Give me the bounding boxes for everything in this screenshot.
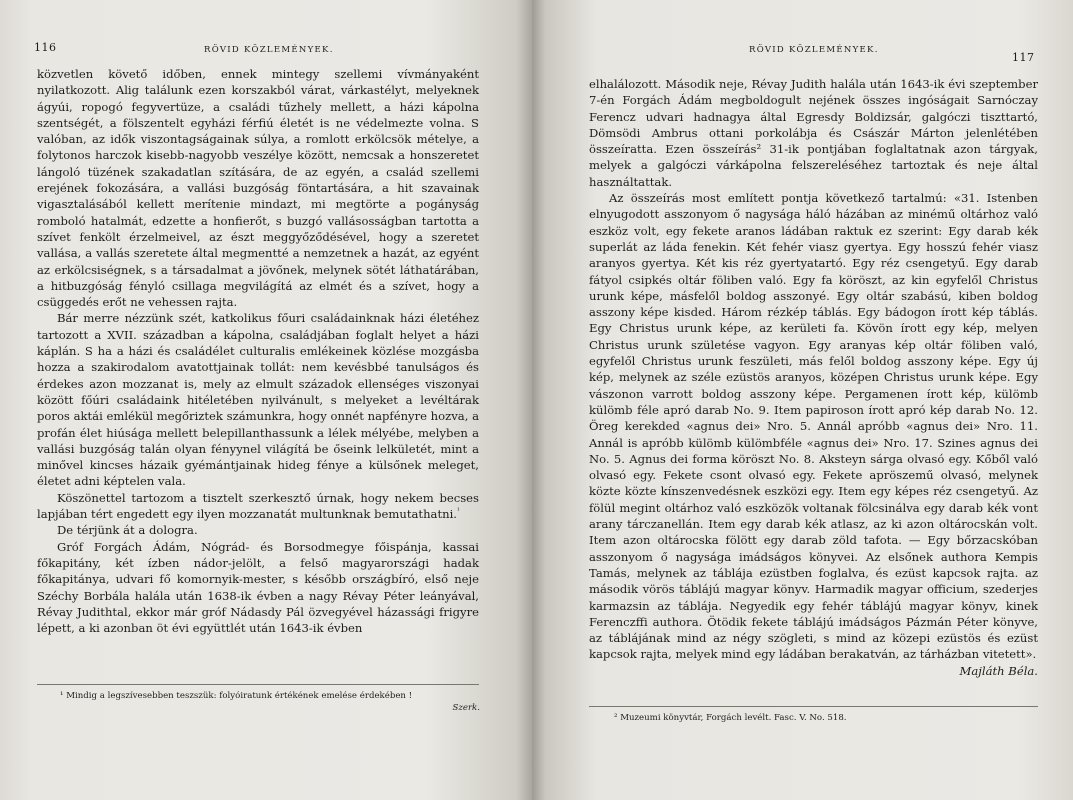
running-head: RÖVID KÖZLEMÉNYEK. <box>204 45 334 55</box>
footnote-signature: Szerk. <box>452 703 480 713</box>
author-signature: Majláth Béla. <box>959 663 1038 678</box>
page-body <box>589 76 1038 679</box>
paragraph <box>37 490 479 523</box>
footnote-marker: ¹ <box>456 507 460 516</box>
footnote <box>60 690 480 714</box>
paragraph: De térjünk át a dologra. <box>57 523 198 538</box>
footnote-text: Mindig a legszívesebben teszszük: folyóiratunk értékének emelése érdekében ! <box>66 691 413 701</box>
paragraph-text: Az összeírás most említett pontja következő tartalmú: «31. Istenben elnyugodott asszonyom ő nagysága háló házában az minémű oltárhoz való eszköz volt, egy fekete aranos ládában raktuk ez szerint: Egy darab kék superlát az láda fenekin. Két fehér viasz gyertya. Egy hosszú fehér viasz aranyos gyertya. Két kis réz gyertyatartó. Egy réz csengetyű. Egy darab fátyol csipkés oltár föliben való. Egy fa köröszt, az kin egyfelől Christus urunk képe, másfelől boldog asszonyé. Egy oltár szabású, kiben boldog asszony képe kisded. Három rézkép táblás. Egy bádogon írott kép táblás. Egy Christus urunk képe, az kerületi fa. Kövön írott egy kép, melyen Christus urunk születése vagyon. Egy aranyas kép oltár föliben való, egyfelől Christus urunk feszületi, más felől boldog asszony képe. Egy új kép, melynek az széle ezüstös aranyos, középen Christus urunk képe. Egy vászonon varrott boldog asszony képe. Pergamenen írott kép, külömb külömb féle apró darab No. 9. Item papiroson írott apró kép darab No. 12. Öreg kerekded «agnus dei» Nro. 5. Annál apróbb «agnus dei» Nro. 11. Annál is apróbb külömb külömbféle «agnus dei» Nro. 17. Szines agnus dei No. 5. Agnus dei forma köröszt No. 8. Aksteyn sárga olvasó egy. Kőből való olvasó egy. Fekete csont olvasó egy. Fekete apröszemű olvasó, melynek közte közte kínszenvedésnek eszközi egy. Item egy képes réz csengetyű. Az fölül megint oltárhoz való eszközök voltanak fölcsinálva egy darab kék vont arany tárczanellán. Item egy darab kék atlasz, az ki azon oltárocskán volt. Item azon oltárocska fölött egy darab zöld tafota. — Egy bőrzacskóban asszonyom ő nagysága imádságos könyvei. Az elsőnek authora Kempis Tamás, melynek az táblája ezüstben foglalva, és ezüst kapcsok rajta. az második vörös táblájú magyar könyv. Harmadik magyar officium, szederjes karmazsin az táblája. Negyedik egy fehér táblájú magyar könyv, kinek Ferenczffi authora. Ötödik fekete táblájú imádságos Pázmán Péter könyve, az táblájának mind az négy szögleti, s mind az közepi ezüstös és ezüst kapcsok rajta, melyek mind egy ládában berakatván, az tárházban vitetett». <box>589 191 1038 662</box>
paragraph <box>589 190 1038 678</box>
footnote-marker: ² <box>614 713 618 723</box>
page-body <box>37 66 479 636</box>
paragraph: Gróf Forgách Ádám, Nógrád- és Borsodmegye főispánja, kassai főkapitány, két ízben nádor-jelölt, a felső magyarországi hadak főkapitánya, udvari fő komornyik-mester, s később országbíró, első neje Széchy Borbála halála után 1638-ik évben a nagy Révay Péter leányával, Révay Judithtal, ekkor már gróf Nádasdy Pál özvegyével házassági frigyre lépett, a ki azonban öt évi együttlét után 1643-ik évben <box>37 539 479 636</box>
right-page <box>532 0 1073 800</box>
paragraph: közvetlen követő időben, ennek mintegy szellemi vívmányaként nyilatkozott. Alig találunk ezen korszakból várat, várkastélyt, melyeknek ágyúi, ropogó fegyvertüze, a családi tűzhely mellett, a házi kápolna szentségét, a fölszentelt egyházi férfiú életét is ne védelmezte volna. S valóban, az idők viszontagságainak súlya, a romlott erkölcsök mételye, a folytonos harczok kisebb-nagyobb veszélye között, nemcsak a honszeretet lángoló tüzének szakadatlan szítására, de az egyén, a család szellemi erejének fokozására, a vallási buzgóság föntartására, a hit szavainak vigasztalásából kellett merítenie mindazt, mi megtörte a pogányság romboló hatalmát, edzette a honfierőt, s buzgó vallásosságban tartotta a szívet fenkölt érzelmeivel, az észt meggyőződésével, hogy a szeretet vallása, a vallás szeretete által megmentté a nemzetnek a hazát, az egyént az erkölcsiségnek, s a társadalmat a jövőnek, melynek sötét láthatárában, a hitbuzgóság fényló csillaga megvilágítá az elmét és a szívet, hogy a csüggedés erőt ne vehessen rajta. <box>37 67 479 310</box>
paragraph-text: Köszönettel tartozom a tisztelt szerkesztő úrnak, hogy nekem becses lapjában tért engedett egy ilyen mozzanatát multunknak bemutathatni. <box>37 490 479 522</box>
paragraph: Bár merre nézzünk szét, katkolikus főuri családainknak házi életéhez tartozott a XVII. században a kápolna, családjában foglalt helyet a házi káplán. S ha a házi és családélet culturalis emlékeinek közlése mozgásba hozza a szakirodalom avatottjainak tollát: nem kevésbbé tanulságos és érdekes azon mozzanat is, mely az elmult századok ellenséges viszonyai között főúri családaink hitéletében nyilvánult, s melyeket a levéltárak poros aktái emlékül megőriztek számunkra, hogy onnét napfényre hozva, a profán élet hiúsága mellett belepillanthassunk a lélek mélyébe, melyben a vallási buzgóság talán olyan fényynel világítá be őseink lelkületét, mint a minővel kincses házaik gyémántjainak hideg fénye a külsőnek meleget, életet adni képtelen vala. <box>37 311 479 489</box>
footnote-text: Muzeumi könyvtár, Forgách levélt. Fasc. V. No. 518. <box>620 713 847 723</box>
footnote <box>614 712 1034 724</box>
page-number: 117 <box>1012 51 1035 64</box>
left-page <box>0 0 532 800</box>
running-head: RÖVID KÖZLEMÉNYEK. <box>749 45 879 55</box>
footnote-marker: ¹ <box>60 691 64 701</box>
footnote-rule <box>37 684 479 685</box>
footnote-rule <box>589 706 1038 707</box>
page-number: 116 <box>34 41 57 54</box>
paragraph: elhalálozott. Második neje, Révay Judith halála után 1643-ik évi szeptember 7-én Forgách Ádám megboldogult nejének összes ingóságait Sarnóczay Ferencz udvari hadnagya által Egresdy Boldizsár, galgóczi tiszttartó, Dömsödi Ambrus ottani porkolábja és Császár Márton jelenlétében összeíratta. Ezen összeírás² 31-ik pontjában foglaltatnak azon tárgyak, melyek a galgóczi várkápolna felszereléséhez tartoztak és neje által használtattak. <box>589 77 1038 189</box>
